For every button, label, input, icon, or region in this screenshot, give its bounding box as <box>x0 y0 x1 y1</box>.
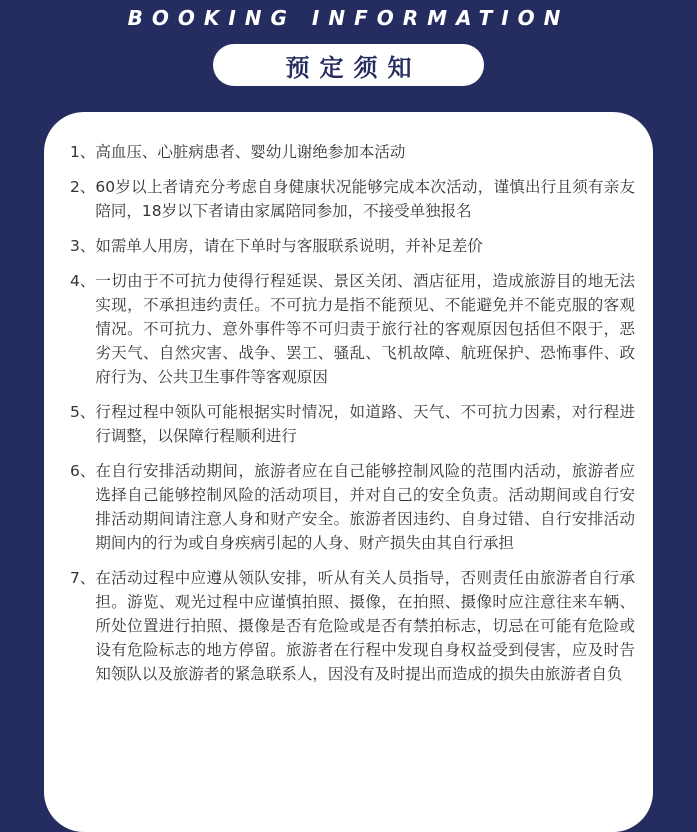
notice-number: 4、 <box>70 272 96 290</box>
notice-item-2 <box>70 175 635 223</box>
notice-text: 在活动过程中应遵从领队安排，听从有关人员指导，否则责任由旅游者自行承担。游览、观光过程中应谨慎拍照、摄像，在拍照、摄像时应注意往来车辆、所处位置进行拍照、摄像是否有危险或是否有禁拍标志，切忌在可能有危险或设有危险标志的地方停留。旅游者在行程中发现自身权益受到侵害，应及时告知领队以及旅游者的紧急联系人，因没有及时提出而造成的损失由旅游者自负 <box>95 569 635 683</box>
page-title: BOOKING INFORMATION <box>127 6 570 30</box>
notice-number: 6、 <box>70 462 96 480</box>
notice-number: 5、 <box>70 403 96 421</box>
section-title-badge <box>213 44 484 86</box>
notice-item-1 <box>70 140 635 164</box>
notice-item-3 <box>70 234 635 258</box>
notice-text: 高血压、心脏病患者、婴幼儿谢绝参加本活动 <box>95 143 406 161</box>
notice-item-5 <box>70 400 635 448</box>
notice-text: 一切由于不可抗力使得行程延误、景区关闭、酒店征用，造成旅游目的地无法实现，不承担违约责任。不可抗力是指不能预见、不能避免并不能克服的客观情况。不可抗力、意外事件等不可归责于旅行社的客观原因包括但不限于，恶劣天气、自然灾害、战争、罢工、骚乱、飞机故障、航班保护、恐怖事件、政府行为、公共卫生事件等客观原因 <box>95 272 635 386</box>
notice-list <box>70 140 635 697</box>
notice-number: 3、 <box>70 237 96 255</box>
notice-number: 1、 <box>70 143 96 161</box>
notice-number: 2、 <box>70 178 96 196</box>
notice-item-4 <box>70 269 635 389</box>
notice-card <box>44 112 653 832</box>
notice-item-6 <box>70 459 635 555</box>
notice-item-7 <box>70 566 635 686</box>
notice-text: 行程过程中领队可能根据实时情况，如道路、天气、不可抗力因素，对行程进行调整，以保障行程顺利进行 <box>95 403 635 445</box>
notice-text: 如需单人用房，请在下单时与客服联系说明，并补足差价 <box>95 237 483 255</box>
notice-text: 60岁以上者请充分考虑自身健康状况能够完成本次活动，谨慎出行且须有亲友陪同，18岁以下者请由家属陪同参加，不接受单独报名 <box>95 178 635 220</box>
notice-number: 7、 <box>70 569 96 587</box>
section-title: 预定须知 <box>285 53 422 82</box>
notice-text: 在自行安排活动期间，旅游者应在自己能够控制风险的范围内活动，旅游者应选择自己能够控制风险的活动项目，并对自己的安全负责。活动期间或自行安排活动期间请注意人身和财产安全。旅游者因违约、自身过错、自行安排活动期间内的行为或自身疾病引起的人身、财产损失由其自行承担 <box>95 462 635 552</box>
